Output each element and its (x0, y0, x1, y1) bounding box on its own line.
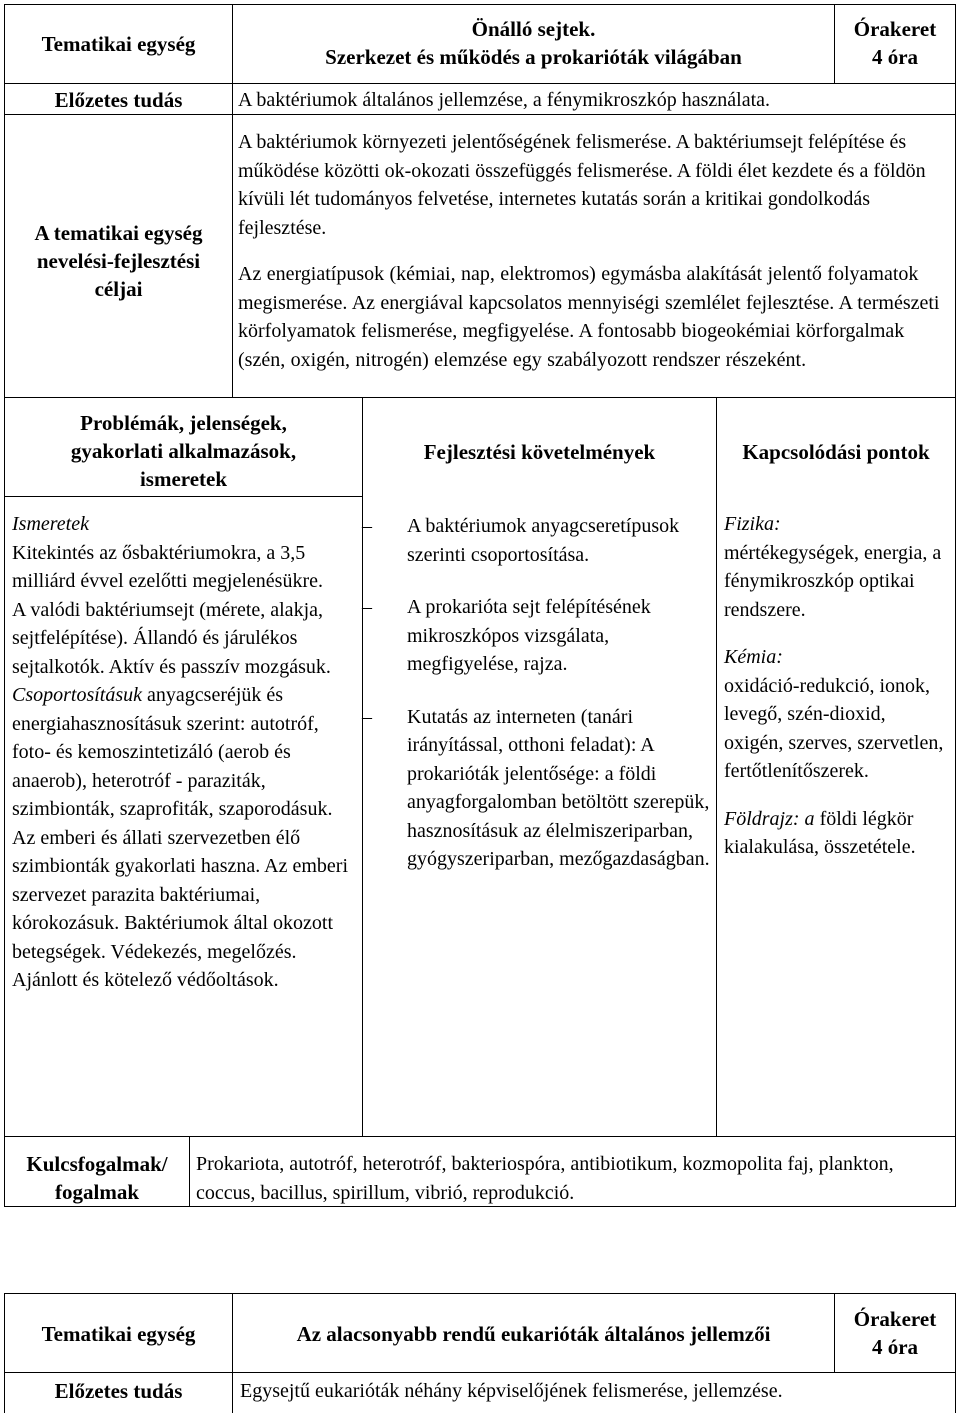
connection-chemistry (724, 643, 950, 786)
requirements-cell (362, 512, 712, 898)
table2-rule-header (4, 1372, 956, 1373)
table1-rule-header (4, 83, 956, 84)
keywords-text: Prokariota, autotróf, heterotróf, bakteriospóra, antibiotikum, kozmopolita faj, plankton, coccus, bacillus, spirillum, vibrió, reprodukció. (196, 1153, 894, 1204)
table1-rule-colheaders (4, 496, 363, 497)
table1-title-cell (233, 15, 834, 71)
table1-hours-cell (835, 15, 955, 71)
table1-col-divider-keywords (189, 1136, 190, 1207)
table2-unit-label-cell (5, 1320, 232, 1348)
table2-prior-knowledge-label: Előzetes tudás (54, 1379, 183, 1403)
table1-rule-goals (4, 397, 956, 398)
prior-knowledge-text: A baktériumok általános jellemzése, a fénymikroszkóp használata. (238, 89, 771, 111)
knowledge-text-3-rest: anyagcseréjük és energiahasznosításuk szerint: autotróf, foto- és kemoszintetizáló (aerob és anaerob), heterotróf - paraziták, szimbionták, szaprofiták, szaporodásuk. (12, 684, 333, 820)
connection-text: mértékegységek, energia, a fénymikroszkóp optikai rendszere. (724, 541, 942, 621)
table1-right-border (955, 4, 956, 1207)
connection-subject: Földrajz: a (724, 807, 815, 830)
table1-top-border (4, 4, 956, 5)
hours-label: Órakeret (853, 17, 937, 41)
connection-subject: Kémia: (724, 646, 783, 668)
dash-bullet: – (362, 596, 372, 618)
connection-physics (724, 510, 950, 624)
connection-geography (724, 805, 950, 862)
table2-title-cell (233, 1320, 834, 1348)
knowledge-heading: Ismeretek (12, 513, 89, 535)
connection-subject: Fizika: (724, 513, 781, 535)
knowledge-text-1: Kitekintés az ősbaktériumokra, a 3,5 milliárd évvel ezelőtti megjelenésükre. (12, 541, 323, 592)
unit-label: Tematikai egység (41, 32, 196, 56)
table1-rule-content (4, 1136, 956, 1137)
goals-paragraph-2: Az energiatípusok (kémiai, nap, elektromos) egymásba alakítását jelentő folyamatok megismerése. Az energiával kapcsolatos mennyiségi szemlélet fejlesztése. A természeti körfolyamatok felismerése, megfigyelése. A fontosabb biogeokémiai körforgalmak (szén, oxigén, nitrogén) elemzése egy szabályozott rendszer részeként. (238, 263, 940, 371)
unit-label: Tematikai egység (41, 1322, 196, 1346)
table2-prior-knowledge-text: Egysejtű eukarióták néhány képviselőjének felismerése, jellemzése. (240, 1380, 783, 1402)
goals-label: A tematikai egység nevelési-fejlesztési céljai (34, 221, 203, 301)
requirement-item (362, 512, 712, 569)
knowledge-italic-word: Csoportosításuk (12, 684, 143, 706)
requirement-item (362, 593, 712, 679)
connection-text: oxidáció-redukció, ionok, levegő, szén-dioxid, oxigén, szerves, szervetlen, fertőtlenítőszerek. (724, 674, 944, 782)
table2-hours-cell (835, 1305, 955, 1361)
requirement-text: A baktériumok anyagcseretípusok szerinti csoportosítása. (407, 515, 680, 566)
table1-left-border (4, 4, 5, 1207)
table1-col-divider-2 (716, 397, 717, 1137)
column-header-connections: Kapcsolódási pontok (742, 440, 930, 464)
table2-right-border (955, 1293, 956, 1413)
column-header-requirements: Fejlesztési követelmények (423, 440, 656, 464)
knowledge-text-3 (12, 681, 354, 824)
table2-top-border (4, 1293, 956, 1294)
hours-value: 4 óra (871, 45, 919, 69)
dash-bullet: – (362, 515, 372, 537)
hours-label: Órakeret (853, 1307, 937, 1331)
keywords-label: Kulcsfogalmak/ fogalmak (26, 1152, 168, 1204)
dash-bullet: – (362, 705, 372, 728)
column-header-knowledge: Problémák, jelenségek, gyakorlati alkalmazások, ismeretek (70, 411, 297, 491)
unit-title-line2: Szerkezet és működés a prokarióták világában (325, 45, 742, 69)
knowledge-text-4: Az emberi és állati szervezetben élő szimbionták gyakorlati haszna. Az emberi szervezet parazita baktériumai, kórokozásuk. Baktériumok által okozott betegségek. Védekezés, megelőzés. Ajánlott és kötelező védőoltások. (12, 826, 349, 991)
unit-title-line1: Önálló sejtek. (471, 17, 596, 41)
requirement-item (362, 703, 712, 874)
goals-text (238, 128, 952, 374)
prior-knowledge-label: Előzetes tudás (54, 88, 183, 112)
goals-paragraph-1: A baktériumok környezeti jelentőségének felismerése. A baktériumsejt felépítése és működése közötti ok-okozati összefüggés felismerése. A földi élet kezdete és a földön kívüli lét tudományos felvetése, internetes kutatás során a kritikai gondolkodás fejlesztése. (238, 131, 926, 239)
table2-col-divider-label (232, 1293, 233, 1413)
knowledge-text-2: A valódi baktériumsejt (mérete, alakja, sejtfelépítése). Állandó és járulékos sejtalkotók. Aktív és passzív mozgásuk. (12, 598, 331, 678)
unit-title: Az alacsonyabb rendű eukarióták általános jellemzői (296, 1322, 771, 1346)
requirement-text: Kutatás az interneten (tanári irányítással, otthoni feladat): A prokarióták jelentősége: a földi anyagforgalomban betöltött szerepük, hasznosításuk az élelmiszeriparban, gyógyszeriparban, mezőgazdaságban. (407, 705, 710, 870)
table1-unit-label-cell (5, 30, 232, 58)
connections-cell (724, 510, 950, 862)
knowledge-cell (12, 510, 354, 995)
hours-value: 4 óra (871, 1335, 919, 1359)
requirement-text: A prokarióta sejt felépítésének mikroszkópos vizsgálata, megfigyelése, rajza. (407, 596, 651, 675)
connection-text: földi légkör kialakulása, összetétele. (724, 807, 916, 858)
